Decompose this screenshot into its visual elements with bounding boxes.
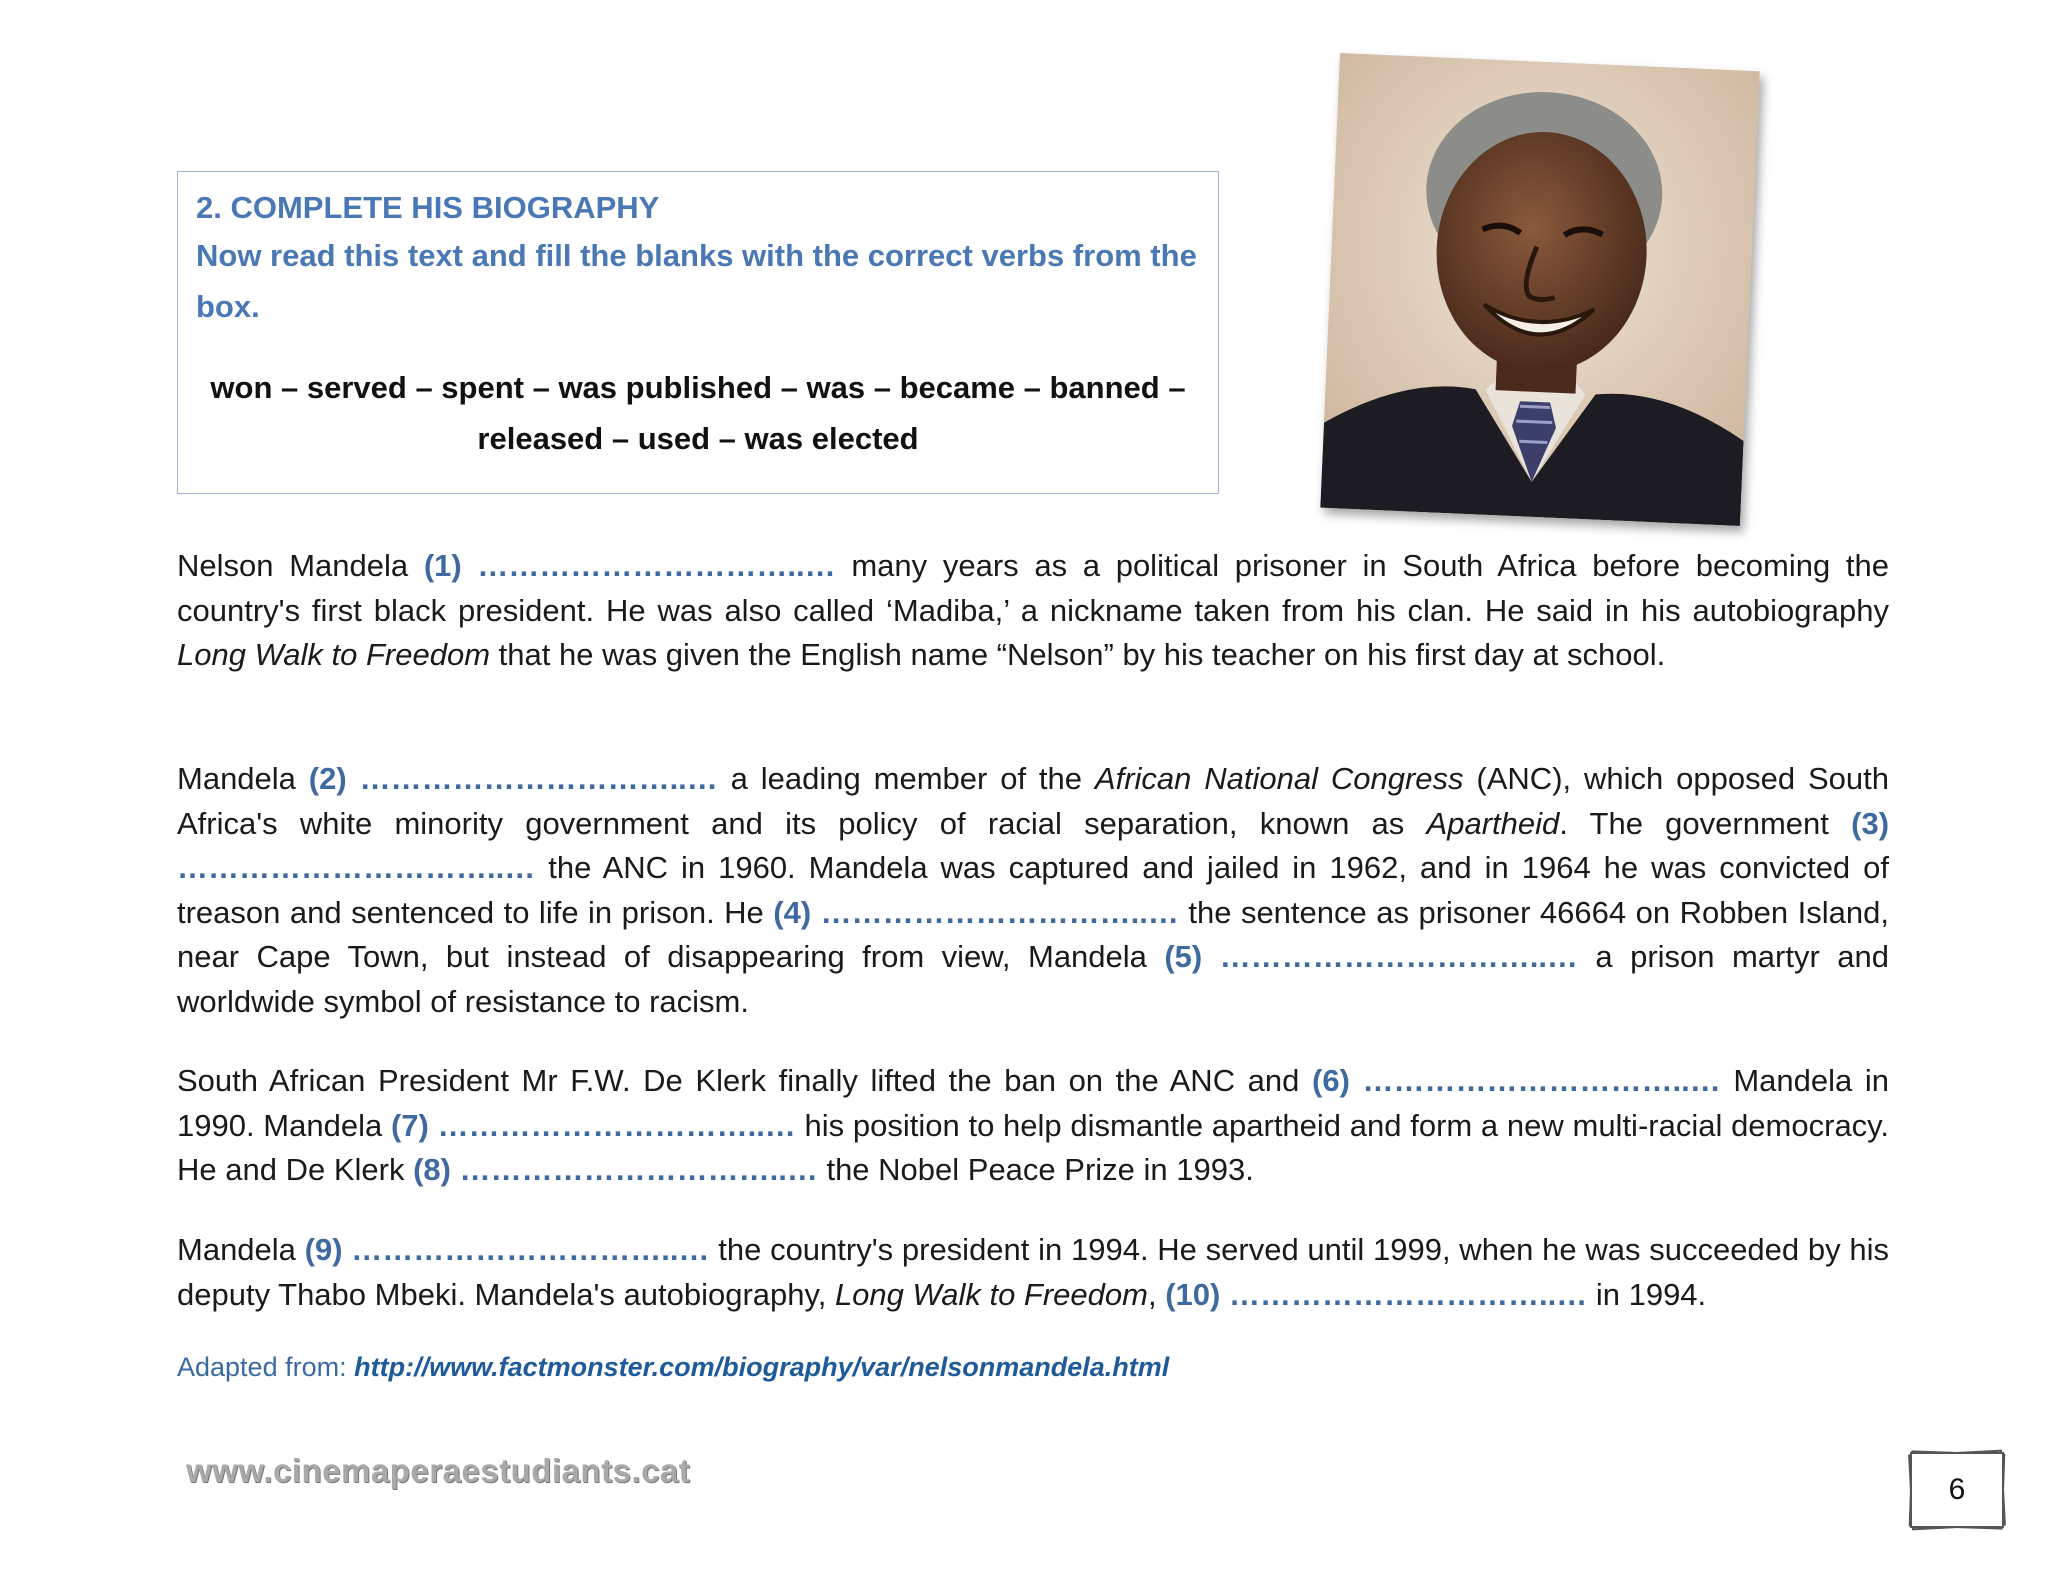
text-segment: Nelson Mandela	[177, 548, 409, 583]
text-segment: his position to help dismantle apartheid and form a new multi-racial democracy. He and De Klerk	[177, 1107, 1889, 1187]
text-segment: ,	[1147, 1276, 1157, 1312]
text-segment: (ANC), which opposed South Africa's white minority government and its policy of racial separation, known as	[177, 761, 1889, 841]
text-segment: Mandela	[177, 761, 296, 796]
blank-6[interactable]: …………………………..…	[1362, 1063, 1721, 1098]
text-segment: the Nobel Peace Prize in 1993.	[826, 1152, 1254, 1187]
text-segment: a prison martyr and worldwide symbol of resistance to racism.	[177, 939, 1889, 1019]
blank-number-2: (2)	[308, 761, 347, 796]
source-link[interactable]: http://www.factmonster.com/biography/var/nelsonmandela.html	[354, 1352, 1170, 1382]
blank-number-10: (10)	[1165, 1276, 1221, 1312]
blank-number-3: (3)	[1851, 805, 1890, 841]
apartheid-term: Apartheid	[1426, 805, 1560, 841]
blank-2[interactable]: …………………………..…	[359, 761, 718, 796]
instruction-text: Now read this text and fill the blanks with the correct verbs from the box.	[196, 238, 1197, 324]
blank-number-9: (9)	[304, 1232, 343, 1267]
text-segment: the ANC in 1960. Mandela was captured and jailed in 1962, and in 1964 he was convicted of treason and sentenced to life in prison. He	[177, 850, 1889, 930]
instruction-box	[177, 171, 1219, 494]
word-bank-line-2: released – used – was elected	[477, 421, 919, 456]
section-title: 2. COMPLETE HIS BIOGRAPHY	[196, 190, 660, 225]
blank-10[interactable]: …………………………..…	[1228, 1276, 1588, 1312]
page-number-badge	[1910, 1452, 2004, 1528]
portrait-illustration	[1320, 53, 1759, 526]
blank-number-4: (4)	[773, 894, 812, 930]
text-segment: the country's president in 1994. He served until 1999, when he was succeeded by his deputy Thabo Mbeki. Mandela's autobiography,	[177, 1232, 1889, 1312]
blank-9[interactable]: …………………………..…	[351, 1232, 710, 1267]
text-segment: Mandela	[177, 1232, 296, 1267]
blank-number-7: (7)	[390, 1107, 429, 1143]
blank-number-6: (6)	[1312, 1063, 1350, 1098]
blank-number-5: (5)	[1164, 939, 1203, 974]
text-segment: that he was given the English name “Nelson” by his teacher on his first day at school.	[498, 637, 1666, 672]
text-segment: Mandela in 1990. Mandela	[177, 1063, 1890, 1143]
word-bank	[196, 362, 1200, 464]
blank-8[interactable]: …………………………..…	[459, 1152, 818, 1187]
paragraph-1	[177, 544, 1889, 678]
book-title: Long Walk to Freedom	[177, 637, 491, 672]
source-citation	[177, 1352, 1169, 1383]
blank-3[interactable]: …………………………..…	[177, 850, 536, 885]
text-segment: the sentence as prisoner 46664 on Robben Island, near Cape Town, but instead of disappearing from view, Mandela	[177, 894, 1889, 974]
blank-number-8: (8)	[413, 1152, 451, 1187]
page-number: 6	[1948, 1473, 1966, 1506]
paragraph-2	[177, 757, 1889, 1024]
paragraph-3	[177, 1059, 1889, 1193]
portrait-photo	[1320, 53, 1759, 526]
blank-4[interactable]: …………………………..…	[820, 894, 1179, 930]
blank-5[interactable]: …………………………..…	[1219, 939, 1578, 974]
website-footer[interactable]: www.cinemaperaestudiants.cat	[186, 1452, 691, 1489]
organization-name: African National Congress	[1094, 761, 1464, 796]
blank-7[interactable]: …………………………..…	[437, 1107, 796, 1143]
word-bank-line-1: won – served – spent – was published – was – became – banned –	[210, 370, 1186, 405]
paragraph-4	[177, 1228, 1889, 1317]
text-segment: in 1994.	[1595, 1276, 1707, 1312]
blank-number-1: (1)	[423, 548, 462, 583]
text-segment: many years as a political prisoner in South Africa before becoming the country's first black president. He was also called ‘Madiba,’ a nickname taken from his clan. He said in his autobiography	[177, 548, 1889, 628]
blank-1[interactable]: …………………………..…	[477, 548, 836, 583]
book-title: Long Walk to Freedom	[834, 1276, 1148, 1312]
text-segment: a leading member of the	[730, 761, 1083, 796]
text-segment: South African President Mr F.W. De Klerk finally lifted the ban on the ANC and	[177, 1063, 1300, 1098]
text-segment: . The government	[1559, 805, 1829, 841]
source-label: Adapted from:	[177, 1352, 347, 1382]
